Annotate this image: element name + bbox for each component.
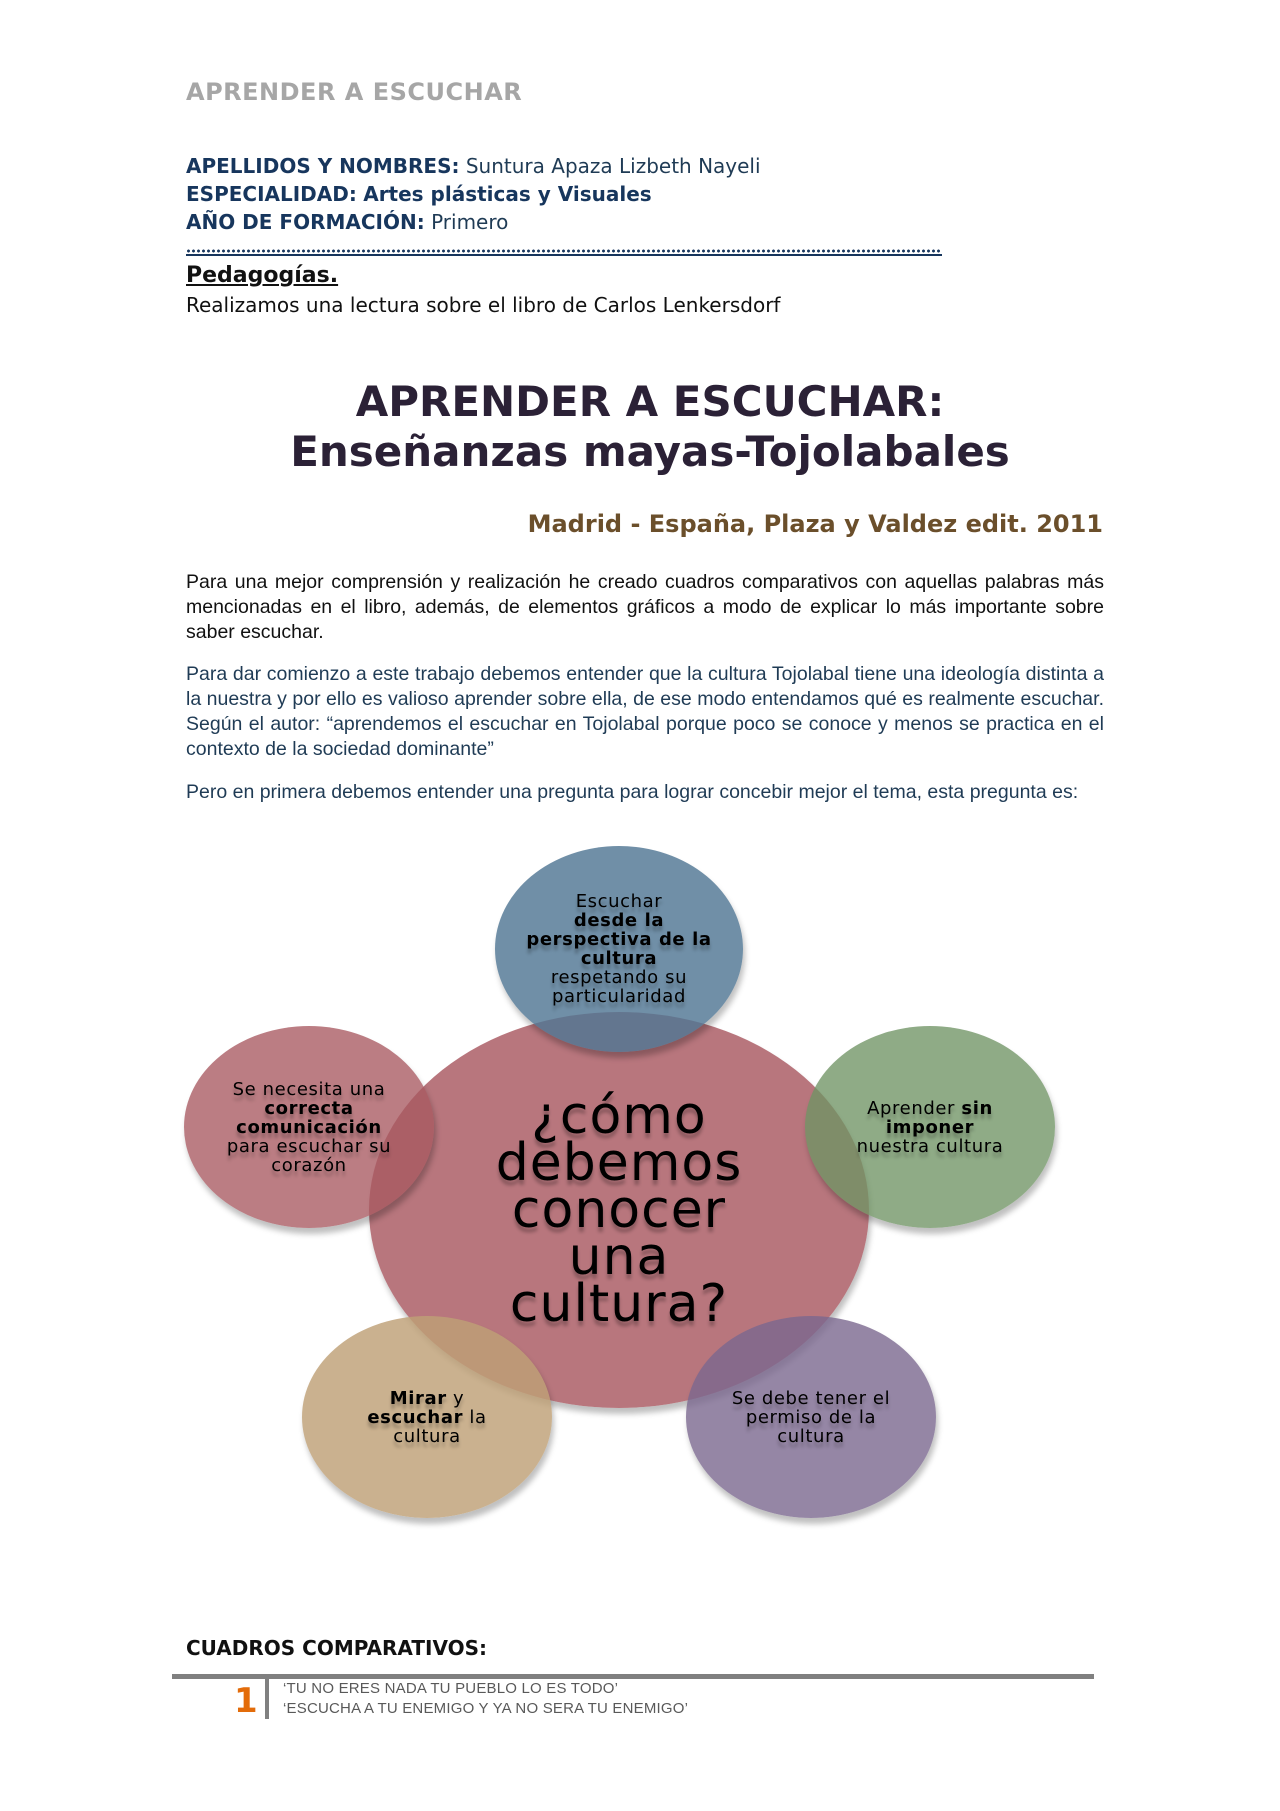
left-text-a: Se necesita una [232, 1078, 386, 1100]
student-specialty-line [186, 180, 652, 208]
footer-quote-2: ‘ESCUCHA A TU ENEMIGO Y YA NO SERA TU ENEMIGO’ [283, 1700, 689, 1717]
document-title-line1: APRENDER A ESCUCHAR: [355, 377, 945, 426]
right-text-c: nuestra cultura [856, 1135, 1004, 1157]
top-text-b: desde la perspectiva de la cultura [526, 910, 712, 969]
running-header: APRENDER A ESCUCHAR [186, 78, 523, 106]
bottom-left-text-a: Mirar [389, 1387, 447, 1409]
dotted-divider [186, 248, 942, 256]
bottom-right-bubble [686, 1316, 936, 1518]
left-bubble-text [219, 1080, 399, 1175]
center-line-2: debemos [495, 1132, 743, 1193]
top-bubble [495, 846, 743, 1052]
top-text-a: Escuchar [575, 891, 663, 912]
paragraph-context: Para dar comienzo a este trabajo debemos entender que la cultura Tojolabal tiene una ideología distinta a la nuestra y por ello es valioso aprender sobre ella, de ese modo entendamos qué es realmente escuchar. Según el autor: “aprendemos el escuchar en Tojolabal porque poco se conoce y menos se practica en el contexto de la sociedad dominante” [186, 663, 1104, 760]
student-name-label: APELLIDOS Y NOMBRES: [186, 154, 460, 178]
footer-vertical-bar [265, 1677, 269, 1719]
top-bubble-text [519, 892, 719, 1006]
document-title-line2: Enseñanzas mayas-Tojolabales [290, 427, 1010, 476]
paragraph-intro: Para una mejor comprensión y realización he creado cuadros comparativos con aquellas palabras más mencionadas en el libro, además, de elementos gráficos a modo de explicar lo más importante sobre saber escuchar. [186, 571, 1104, 643]
student-year-line [186, 208, 508, 236]
center-line-3: conocer [511, 1179, 727, 1240]
right-bubble-text [835, 1099, 1025, 1156]
center-line-1: ¿cómo [531, 1085, 707, 1146]
left-text-c: para escuchar su corazón [226, 1135, 392, 1176]
student-specialty-label: ESPECIALIDAD: [186, 182, 357, 206]
course-description: Realizamos una lectura sobre el libro de Carlos Lenkersdorf [186, 293, 781, 317]
paragraph-question: Pero en primera debemos entender una pregunta para lograr concebir mejor el tema, esta pregunta es: [186, 781, 1079, 803]
footer-divider [172, 1674, 1094, 1679]
student-specialty-value: Artes plásticas y Visuales [363, 182, 652, 206]
bottom-left-bubble-text [352, 1389, 502, 1446]
center-question [495, 1085, 743, 1334]
publication-info: Madrid - España, Plaza y Valdez edit. 2011 [527, 510, 1103, 538]
center-line-4: una [568, 1226, 670, 1287]
bottom-left-text-c: escuchar [367, 1406, 464, 1428]
bottom-left-text-b: y [446, 1387, 465, 1409]
right-text-b: sin imponer [885, 1097, 993, 1138]
student-name-line [186, 152, 761, 180]
bottom-left-bubble [302, 1316, 552, 1518]
left-bubble [184, 1026, 434, 1228]
student-year-label: AÑO DE FORMACIÓN: [186, 210, 425, 234]
student-name-value: Suntura Apaza Lizbeth Nayeli [465, 154, 761, 178]
right-bubble [805, 1026, 1055, 1228]
center-line-5: cultura? [509, 1273, 729, 1334]
left-text-b: correcta comunicación [236, 1097, 382, 1138]
course-title: Pedagogías. [186, 263, 339, 288]
document-title [140, 377, 1160, 477]
page-number: 1 [234, 1681, 258, 1721]
footer-quote-1: ‘TU NO ERES NADA TU PUEBLO LO ES TODO’ [283, 1680, 619, 1697]
bottom-left-text-d: la cultura [393, 1406, 487, 1447]
right-text-a: Aprender [867, 1097, 956, 1119]
top-text-c: respetando su particularidad [550, 967, 688, 1007]
bottom-right-bubble-text [726, 1389, 896, 1446]
bottom-right-text-a: Se debe tener el permiso de la cultura [731, 1387, 891, 1447]
student-year-value: Primero [431, 210, 509, 234]
comparatives-heading: CUADROS COMPARATIVOS: [186, 1636, 487, 1660]
